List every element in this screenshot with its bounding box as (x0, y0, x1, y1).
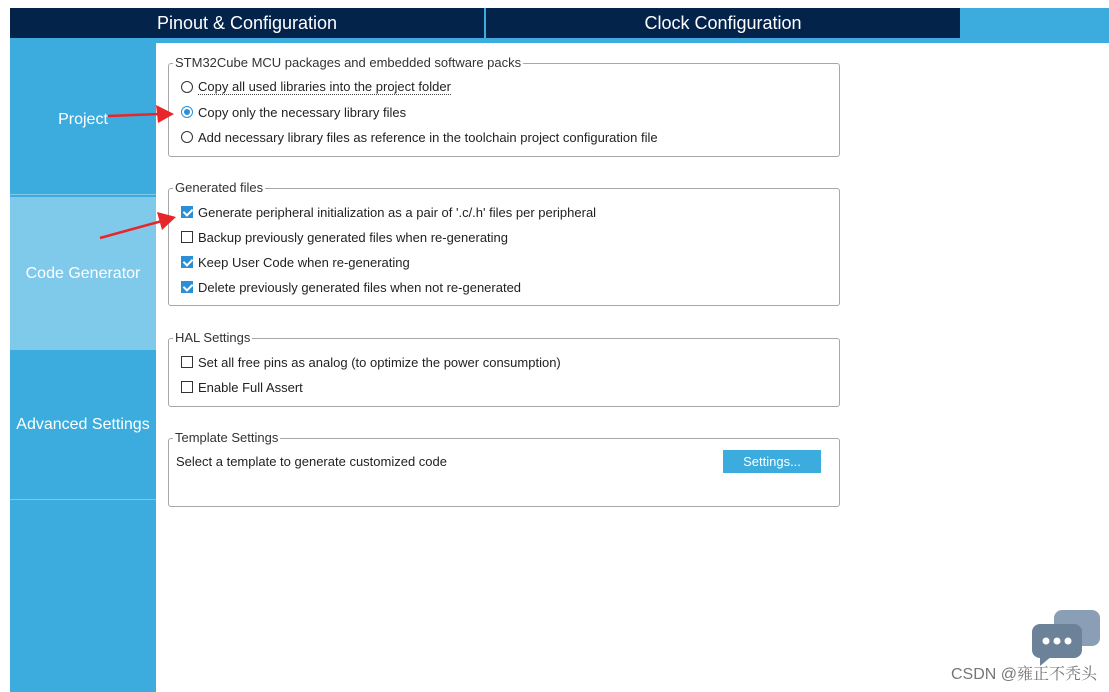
option-label: Copy all used libraries into the project folder (198, 79, 451, 94)
packages-legend: STM32Cube MCU packages and embedded software packs (175, 55, 522, 70)
hal-settings-legend: HAL Settings (175, 330, 251, 345)
sidebar-item-code-generator[interactable]: Code Generator (10, 197, 156, 350)
template-settings-button[interactable]: Settings... (723, 450, 821, 473)
red-arrow-icon (108, 105, 174, 123)
option-label: Copy only the necessary library files (198, 104, 407, 120)
watermark-text: CSDN @雍正不秃头 (950, 666, 1097, 683)
option-label: Generate peripheral initialization as a pair of '.c/.h' files per peripheral (198, 204, 597, 220)
option-label: Enable Full Assert (198, 379, 303, 395)
template-description: Select a template to generate customized code (176, 454, 447, 469)
tab-pinout-configuration[interactable]: Pinout & Configuration (10, 8, 484, 38)
option-label: Backup previously generated files when re-generating (198, 229, 509, 245)
option-label: Keep User Code when re-generating (198, 254, 410, 270)
option-label: Delete previously generated files when not re-generated (198, 279, 522, 295)
option-label: Set all free pins as analog (to optimize the power consumption) (198, 354, 561, 370)
generated-files-legend: Generated files (175, 180, 264, 195)
sidebar-item-project[interactable]: Project (10, 45, 156, 195)
sidebar-item-advanced-settings[interactable]: Advanced Settings (10, 350, 156, 500)
tab-clock-configuration[interactable]: Clock Configuration (486, 8, 960, 38)
red-arrow-icon (100, 212, 176, 238)
template-settings-legend: Template Settings (175, 430, 279, 445)
chat-bubble-icon (1030, 608, 1102, 668)
option-label: Add necessary library files as reference in the toolchain project configuration file (198, 129, 658, 145)
